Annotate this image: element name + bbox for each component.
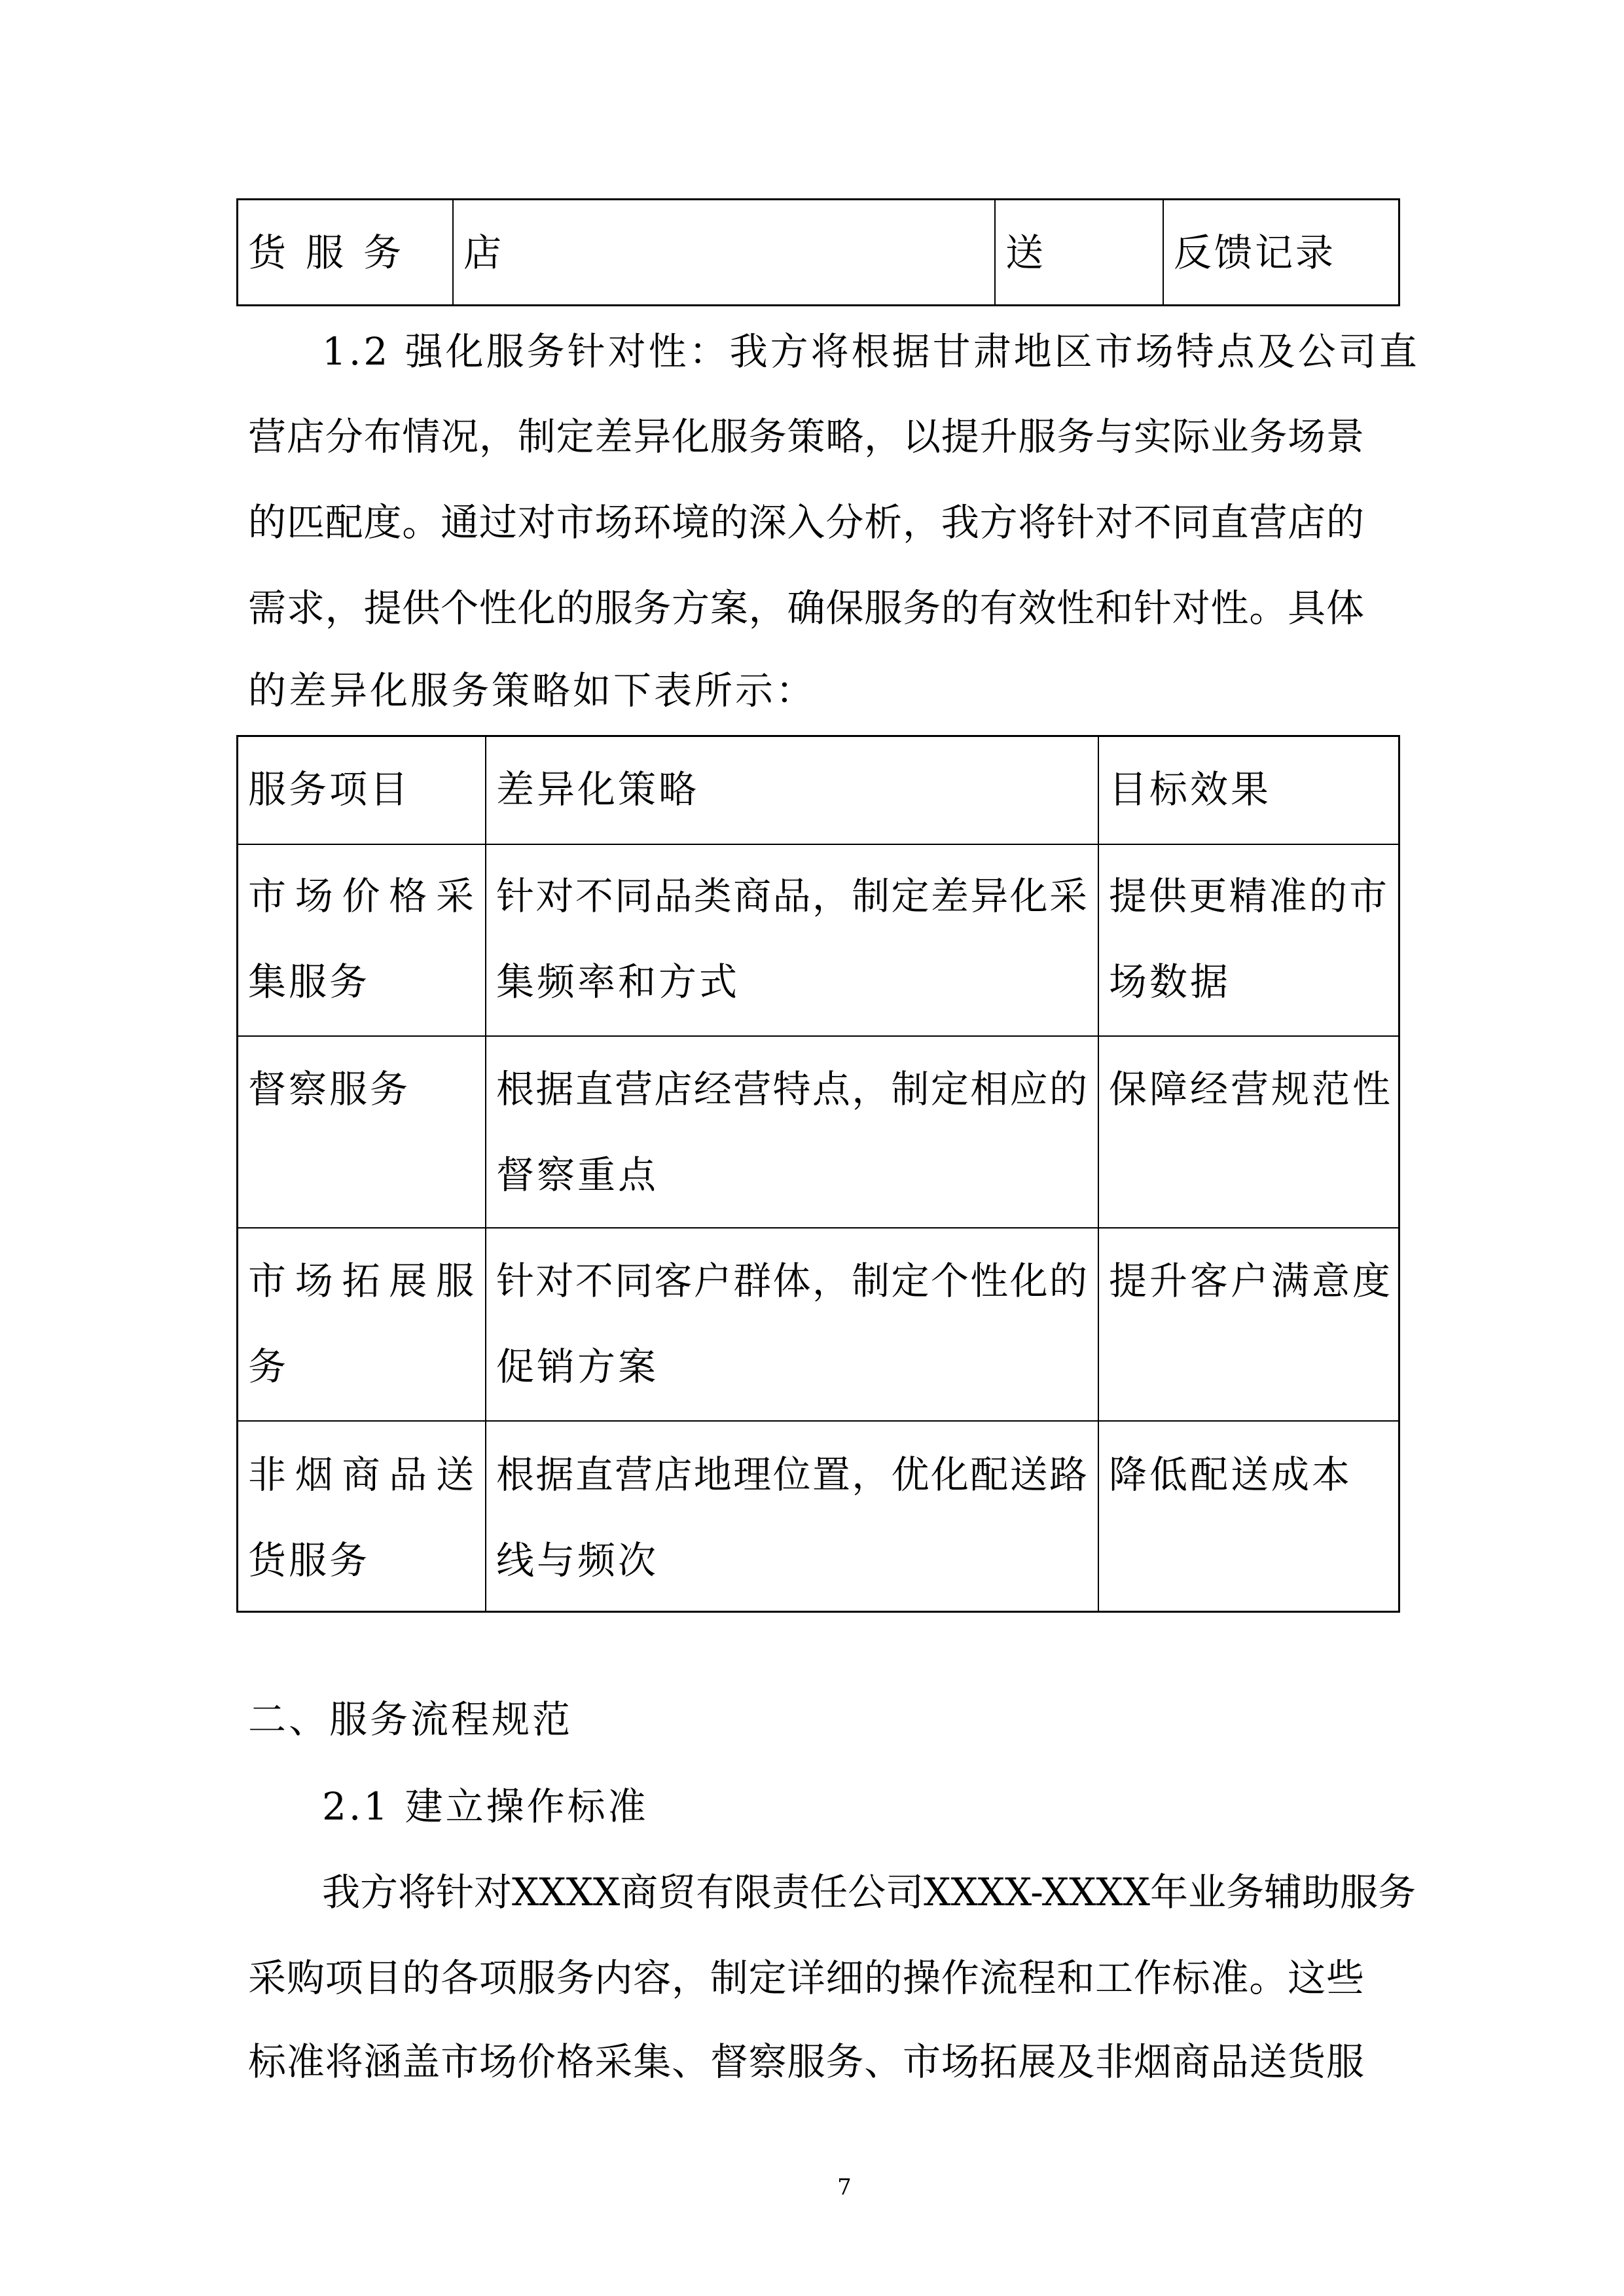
table-header: 服务项目: [248, 767, 411, 812]
section-heading: 二、服务流程规范: [248, 1697, 573, 1742]
table-cell: 针对不同客户群体，制定个性化的: [496, 1259, 1087, 1303]
table-cell: 根据直营店地理位置，优化配送路: [496, 1452, 1087, 1497]
table-cell: 送: [1005, 230, 1064, 275]
table-cell: 促销方案: [496, 1344, 659, 1389]
text-line: 的差异化服务策略如下表所示：: [248, 668, 817, 713]
table-cell: 货服务: [248, 1538, 370, 1583]
table-cell: 降低配送成本: [1109, 1452, 1353, 1497]
text-line: 营店分布情况，制定差异化服务策略，以提升服务与实际业务场景: [248, 414, 1364, 459]
table-cell: 反馈记录: [1174, 230, 1337, 275]
table-cell: 督察服务: [248, 1067, 411, 1111]
table-cell: 集频率和方式: [496, 960, 740, 1004]
table-header: 目标效果: [1109, 767, 1272, 812]
table-cell: 督察重点: [496, 1153, 659, 1197]
table-cell: 线与频次: [496, 1538, 659, 1583]
text-line: 采购项目的各项服务内容，制定详细的操作流程和工作标准。这些: [248, 1956, 1364, 2000]
table-cell: 场数据: [1109, 960, 1231, 1004]
table-cell: 针对不同品类商品，制定差异化采: [496, 874, 1087, 918]
table-cell: 保障经营规范性: [1109, 1067, 1394, 1111]
table-cell: 集服务: [248, 960, 370, 1004]
text-line: 1.2 强化服务针对性：我方将根据甘肃地区市场特点及公司直: [322, 329, 1420, 374]
table-cell: 店: [463, 230, 522, 275]
table-cell: 根据直营店经营特点，制定相应的: [496, 1067, 1087, 1111]
subsection-heading: 2.1 建立操作标准: [322, 1784, 649, 1829]
table-cell: 市场价格采: [248, 874, 474, 918]
table-cell: 务: [248, 1344, 289, 1389]
table-header: 差异化策略: [496, 767, 700, 812]
text-line: 标准将涵盖市场价格采集、督察服务、市场拓展及非烟商品送货服: [248, 2039, 1364, 2084]
table-cell: 非烟商品送: [248, 1452, 474, 1497]
text-line: 我方将针对XXXX商贸有限责任公司XXXX-XXXX年业务辅助服务: [322, 1870, 1416, 1914]
table-cell: 货服务: [248, 230, 422, 275]
text-line: 的匹配度。通过对市场环境的深入分析，我方将针对不同直营店的: [248, 500, 1364, 545]
page-number: 7: [837, 2174, 852, 2200]
table-cell: 市场拓展服: [248, 1259, 474, 1303]
table-cell: 提供更精准的市: [1109, 874, 1387, 918]
table-cell: 提升客户满意度: [1109, 1259, 1394, 1303]
text-line: 需求，提供个性化的服务方案，确保服务的有效性和针对性。具体: [248, 586, 1364, 630]
